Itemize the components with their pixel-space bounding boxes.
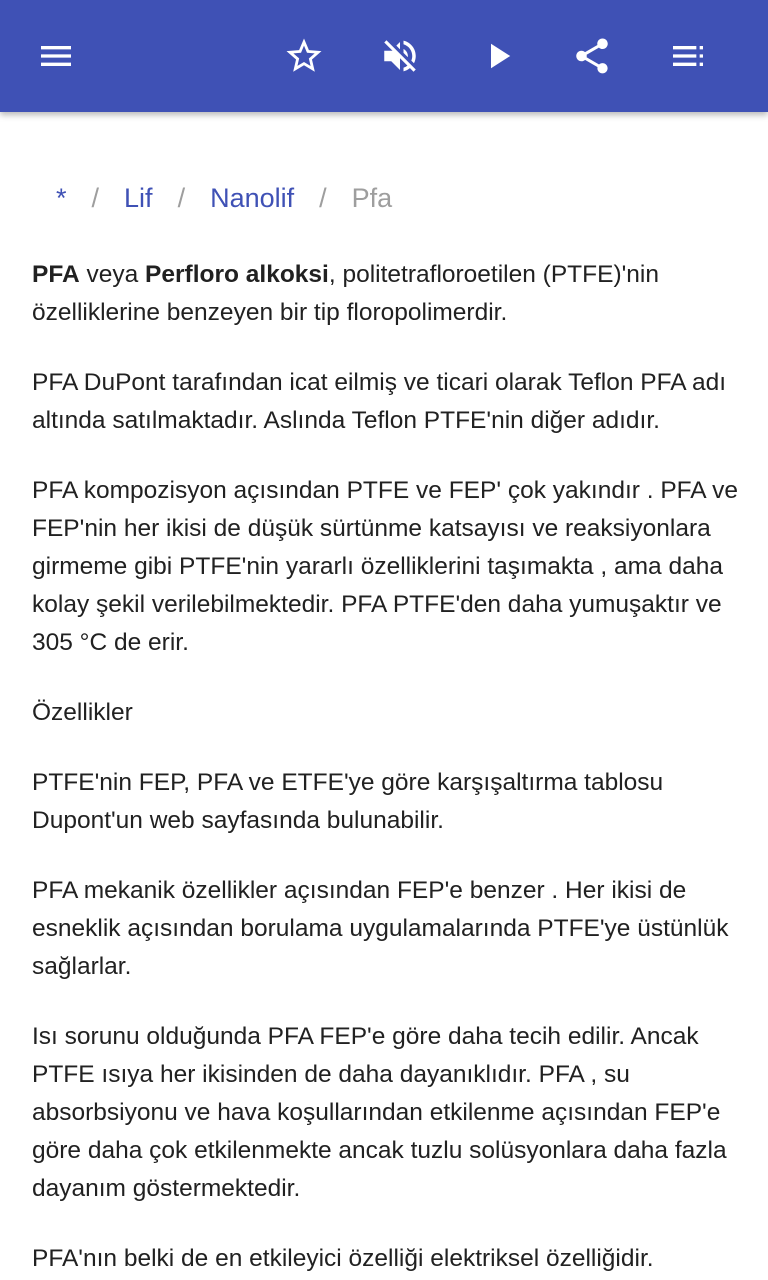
play-icon bbox=[477, 35, 519, 77]
article-paragraph-6: PFA mekanik özellikler açısından FEP'e benzer . Her ikisi de esneklik açısından borulama uygulamalarında PTFE'ye üstünlük sağlarlar. bbox=[32, 877, 729, 980]
breadcrumb-separator: / bbox=[177, 182, 186, 213]
volume-off-icon bbox=[379, 35, 421, 77]
term-connector: veya bbox=[79, 261, 146, 288]
section-heading-ozellikler: Özellikler bbox=[32, 699, 133, 726]
article-paragraph-5: PTFE'nin FEP, PFA ve ETFE'ye göre karşışaltırma tablosu Dupont'un web sayfasında bulunabilir. bbox=[32, 769, 664, 834]
favorite-button[interactable] bbox=[272, 24, 336, 88]
menu-button[interactable] bbox=[24, 24, 88, 88]
article-paragraph-1 bbox=[32, 256, 742, 332]
app-bar bbox=[0, 0, 768, 112]
playlist-icon bbox=[668, 36, 708, 76]
star-outline-icon bbox=[283, 35, 325, 77]
breadcrumb-separator: / bbox=[91, 182, 100, 213]
play-button[interactable] bbox=[466, 24, 530, 88]
sound-button[interactable] bbox=[368, 24, 432, 88]
article-paragraph-3: PFA kompozisyon açısından PTFE ve FEP' çok yakındır . PFA ve FEP'nin her ikisi de düşük sürtünme katsayısı ve reaksiyonlara girmeme gibi PTFE'nin yararlı özelliklerini taşımakta , ama daha kolay şekil verilebilmektedir. PFA PTFE'den daha yumuşaktır ve 305 °C de erir. bbox=[32, 477, 738, 656]
term-pfa: PFA bbox=[32, 261, 80, 288]
breadcrumb-separator: / bbox=[319, 182, 327, 213]
article-paragraph-2: PFA DuPont tarafından icat eilmiş ve ticari olarak Teflon PFA adı altında satılmaktadır. Aslında Teflon PTFE'nin diğer adıdır. bbox=[32, 369, 727, 434]
article-paragraph-7: Isı sorunu olduğunda PFA FEP'e göre daha tecih edilir. Ancak PTFE ısıya her ikisinden de daha dayanıklıdır. PFA , su absorbsiyonu ve hava koşullarından etkilenme açısından FEP'e göre daha çok etkilenmekte ancak tuzlu solüsyonlara daha fazla dayanım göstermektedir. bbox=[32, 1023, 727, 1202]
paragraph-text: , politetrafloroetilen (PTFE)'nin özelliklerine benzeyen bir tip floropolimerdir. bbox=[32, 261, 659, 326]
content-area bbox=[0, 112, 768, 1280]
breadcrumb-root-link[interactable]: * bbox=[56, 182, 67, 213]
breadcrumb-current: Pfa bbox=[351, 182, 393, 213]
breadcrumb bbox=[56, 180, 392, 216]
article-body bbox=[32, 256, 742, 1280]
breadcrumb-nanolif-link[interactable]: Nanolif bbox=[210, 182, 295, 213]
breadcrumb-lif-link[interactable]: Lif bbox=[124, 182, 153, 213]
share-button[interactable] bbox=[560, 24, 624, 88]
term-perfloro-alkoksi: Perfloro alkoksi bbox=[145, 261, 329, 288]
menu-icon bbox=[36, 36, 76, 76]
article-paragraph-8: PFA'nın belki de en etkileyici özelliği elektriksel özelliğidir. bbox=[32, 1245, 654, 1272]
toc-button[interactable] bbox=[656, 24, 720, 88]
share-icon bbox=[571, 35, 613, 77]
